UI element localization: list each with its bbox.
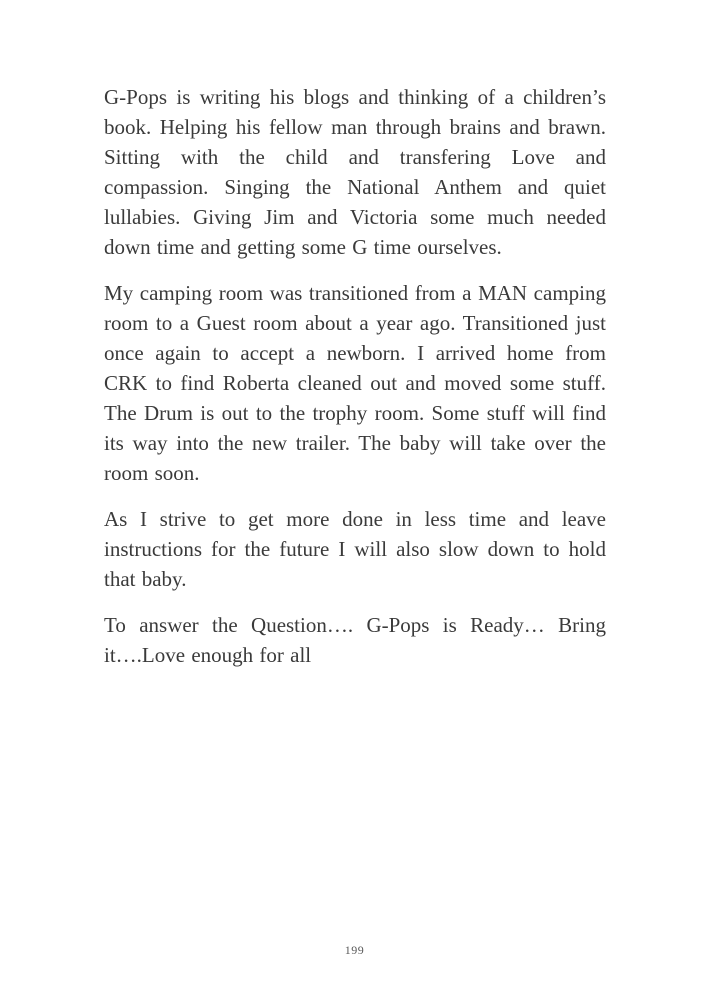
paragraph: As I strive to get more done in less time and leave instructions for the future I will also slow down to hold that baby. <box>104 507 606 591</box>
page-number: 199 <box>344 943 365 957</box>
paragraph: To answer the Question…. G-Pops is Ready… Bring it….Love enough for all <box>104 613 606 667</box>
paragraph: My camping room was transitioned from a MAN camping room to a Guest room about a year ago. Transitioned just once again to accept a newborn. I arrived home from CRK to find Roberta cleaned out and moved some stuff. The Drum is out to the trophy room. Some stuff will find its way into the new trailer. The baby will take over the room soon. <box>104 281 606 485</box>
page-body-text <box>104 82 606 686</box>
paragraph: G-Pops is writing his blogs and thinking of a children’s book. Helping his fellow man through brains and brawn. Sitting with the child and transfering Love and compassion. Singing the National Anthem and quiet lullabies. Giving Jim and Victoria some much needed down time and getting some G time ourselves. <box>104 85 606 259</box>
